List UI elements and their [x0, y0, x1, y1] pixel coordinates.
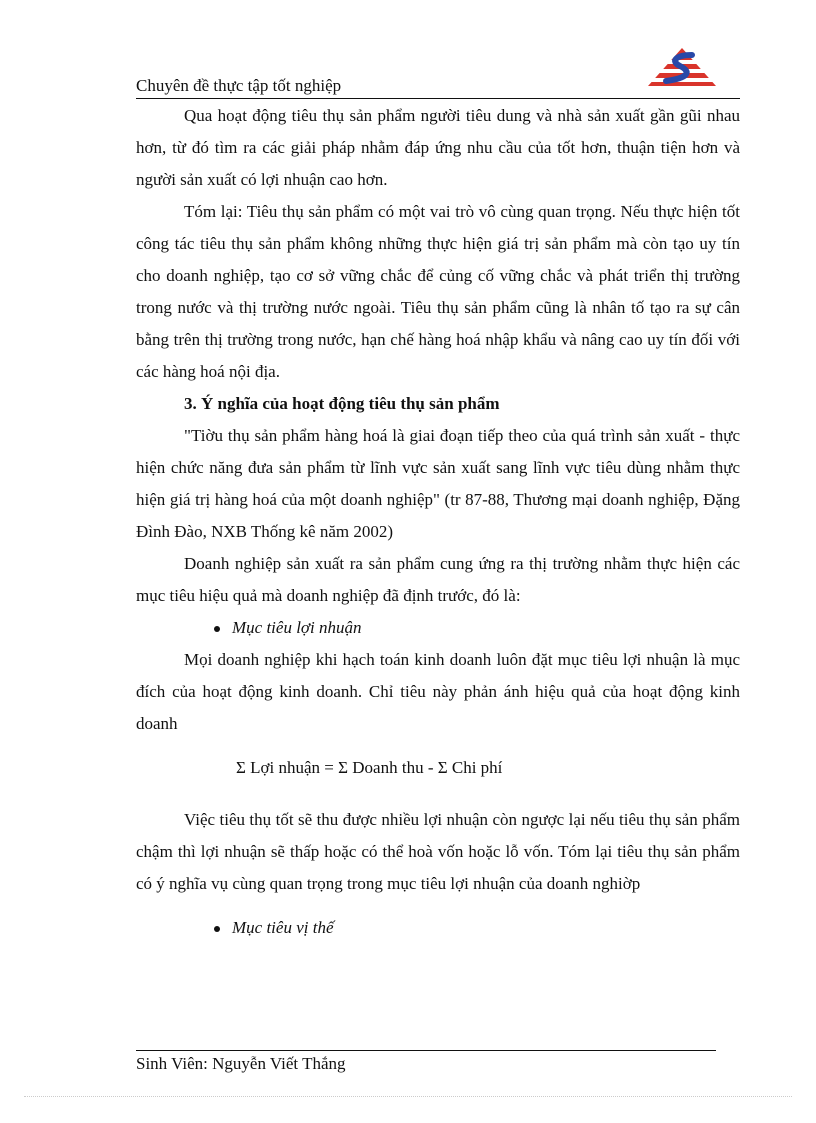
paragraph: Việc tiêu thụ tốt sẽ thu được nhiều lợi nhuận còn ngược lại nếu tiêu thụ sản phẩm chậm thì lợi nhuận sẽ thấp hoặc có thể hoà vốn hoặc lỗ vốn. Tóm lại tiêu thụ sản phẩm có ý nghĩa vụ cùng quan trọng trong mục tiêu lợi nhuận của doanh nghiờp [136, 810, 740, 893]
paragraph: Tóm lại: Tiêu thụ sản phẩm có một vai trò vô cùng quan trọng. Nếu thực hiện tốt công tác tiêu thụ sản phẩm không những thực hiện giá trị sản phẩm mà còn tạo uy tín cho doanh nghiệp, tạo cơ sở vững chắc để củng cố vững chắc và phát triển thị trường trong nước và thị trường nước ngoài. Tiêu thụ sản phẩm cũng là nhân tố tạo ra sự cân bằng trên thị trường trong nước, hạn chế hàng hoá nhập khẩu và nâng cao uy tín đối với các hàng hoá nội địa. [136, 202, 740, 381]
header-divider [136, 98, 740, 99]
bullet-label: Mục tiêu lợi nhuận [232, 618, 362, 637]
institution-logo-icon [646, 46, 718, 90]
bullet-dot-icon [214, 626, 220, 632]
paragraph: Qua hoạt động tiêu thụ sản phẩm người tiêu dung và nhà sản xuất gần gũi nhau hơn, từ đó tìm ra các giải pháp nhằm đáp ứng nhu cầu của tốt hơn, thuận tiện hơn và người sản xuất có lợi nhuận cao hơn. [136, 106, 740, 189]
section-heading: 3. Ý nghĩa của hoạt động tiêu thụ sản phẩm [184, 394, 500, 413]
bullet-item [136, 612, 740, 644]
paragraph: "Tiờu thụ sản phẩm hàng hoá là giai đoạn tiếp theo của quá trình sản xuất - thực hiện chức năng đưa sản phẩm từ lĩnh vực sản xuất sang lĩnh vực tiêu dùng nhằm thực hiện giá trị hàng hoá của một doanh nghiệp" (tr 87-88, Thương mại doanh nghiệp, Đặng Đình Đào, NXB Thống kê năm 2002) [136, 426, 740, 541]
formula: Σ Lợi nhuận = Σ Doanh thu - Σ Chi phí [236, 758, 503, 777]
document-header-title: Chuyên đề thực tập tốt nghiệp [136, 76, 342, 95]
paragraph: Doanh nghiệp sản xuất ra sản phẩm cung ứng ra thị trường nhằm thực hiện các mục tiêu hiệu quả mà doanh nghiệp đã định trước, đó là: [136, 554, 740, 605]
footer-author: Sinh Viên: Nguyễn Viết Thắng [136, 1054, 346, 1073]
paragraph: Mọi doanh nghiệp khi hạch toán kinh doanh luôn đặt mục tiêu lợi nhuận là mục đích của hoạt động kinh doanh. Chỉ tiêu này phản ánh hiệu quả của hoạt động kinh doanh [136, 650, 740, 733]
bullet-label: Mục tiêu vị thế [232, 918, 334, 937]
bullet-dot-icon [214, 926, 220, 932]
document-body [136, 100, 740, 944]
footer-divider [136, 1050, 716, 1051]
page-boundary [24, 1096, 792, 1097]
bullet-item [136, 912, 740, 944]
